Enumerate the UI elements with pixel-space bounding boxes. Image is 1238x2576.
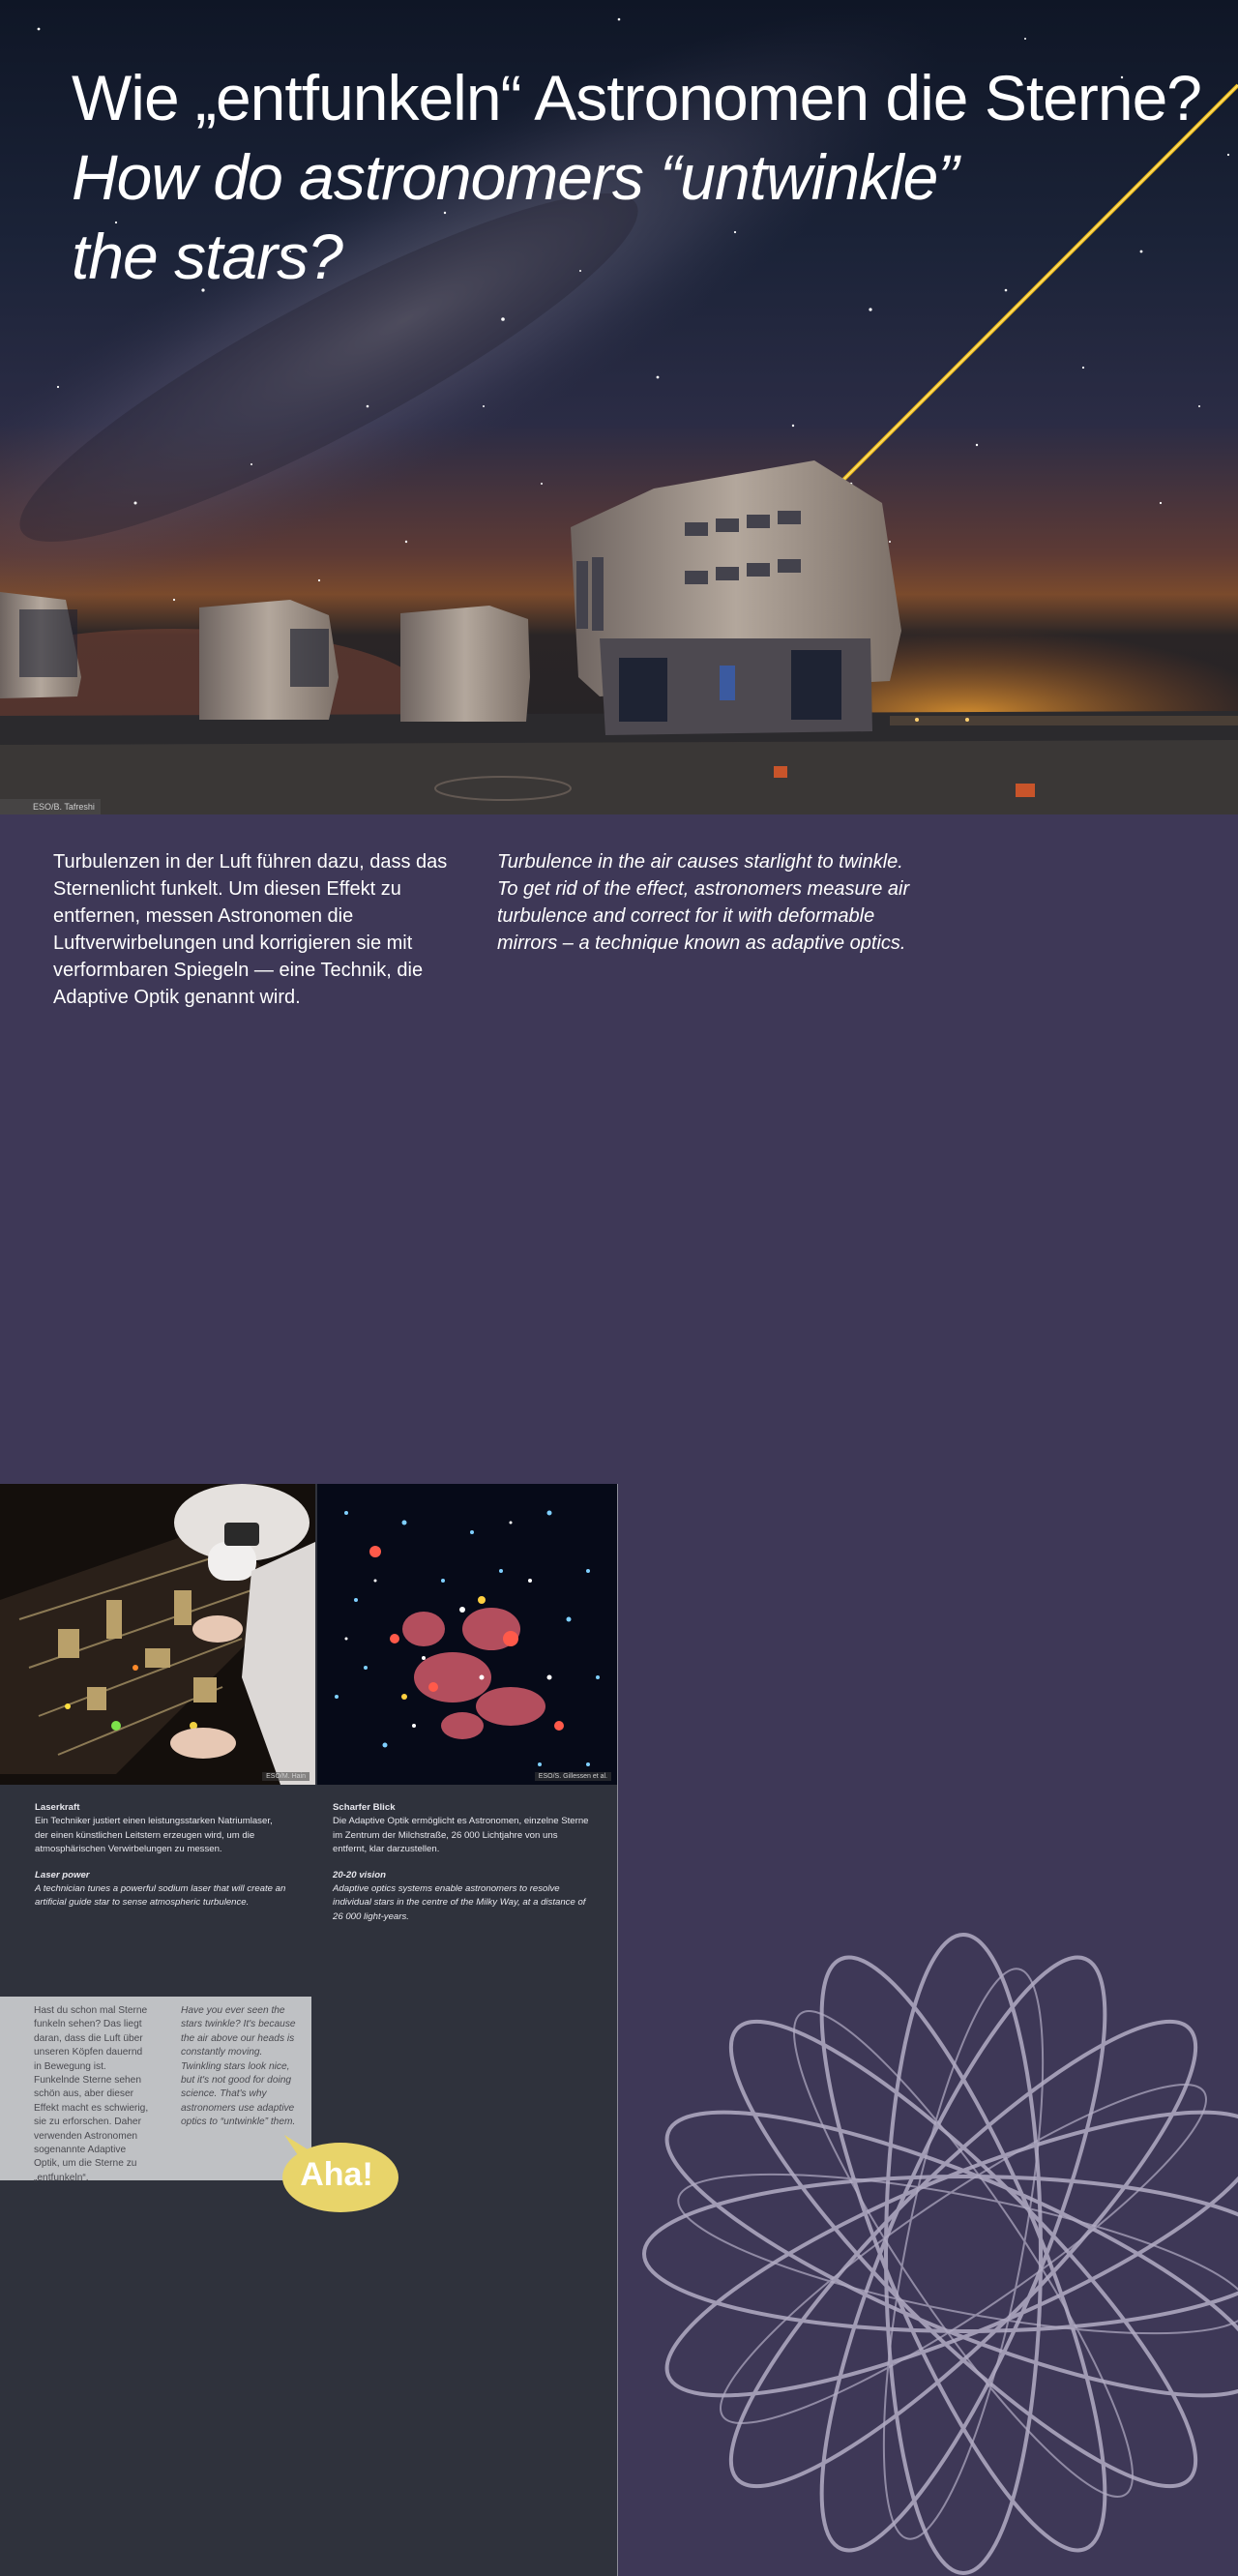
galactic-center-photo xyxy=(317,1484,617,1785)
hero-image-credit: ESO/B. Tafreshi xyxy=(0,799,101,814)
title-english-line2: the stars? xyxy=(72,221,342,292)
laser-lab-photo xyxy=(0,1484,315,1785)
stars-photo-credit: ESO/S. Gillessen et al. xyxy=(535,1772,611,1781)
caption-right-heading-de: Scharfer Blick xyxy=(333,1802,396,1813)
aha-text-german: Hast du schon mal Sterne funkeln sehen? Das liegt daran, dass die Luft über unseren Köpfen dauernd in Bewegung ist. Funkelnde Sterne sehen schön aus, aber dieser Effekt macht es schwierig, sie zu erforschen. Daher verwenden Astronomen sogenannte Adaptive Optik, um die Sterne zu „entfunkeln“. xyxy=(34,2005,149,2183)
caption-right-text-en: Adaptive optics systems enable astronomers to resolve individual stars in the centre of the Milky Way, at a distance of 26 000 light-years. xyxy=(333,1883,586,1922)
aha-fact-box xyxy=(0,1997,311,2183)
caption-right-text-de: Die Adaptive Optik ermöglicht es Astronomen, einzelne Sterne im Zentrum der Milchstraße, 26 000 Lichtjahre von uns entfernt, klar darzustellen. xyxy=(333,1816,589,1855)
intro-text-german: Turbulenzen in der Luft führen dazu, dass das Sternenlicht funkelt. Um diesen Effekt zu entfernen, messen Astronomen die Luftverwirbelungen und korrigieren sie mit verformbaren Spiegeln — eine Technik, die Adaptive Optik genannt wird. xyxy=(53,851,448,1008)
star-cluster-illustration xyxy=(317,1484,617,1785)
caption-left-heading-en: Laser power xyxy=(35,1869,90,1880)
decorative-spirograph xyxy=(576,1877,1238,2576)
caption-left-text-de: Ein Techniker justiert einen leistungsstarken Natriumlaser, der einen künstlichen Leitstern erzeugen wird, um die atmosphärischen Verwirbelungen zu messen. xyxy=(35,1816,273,1855)
aha-speech-bubble xyxy=(271,2135,402,2218)
caption-laser-power xyxy=(35,1801,286,1910)
laser-lab-illustration xyxy=(0,1484,315,1785)
title-english-line1: How do astronomers “untwinkle” xyxy=(72,141,958,213)
intro-text-english: Turbulence in the air causes starlight to twinkle. To get rid of the effect, astronomers measure air turbulence and correct for it with deformable mirrors – a technique known as adaptive optics. xyxy=(497,851,910,954)
aha-text-english: Have you ever seen the stars twinkle? It's because the air above our heads is constantly moving. Twinkling stars look nice, but it's not good for doing science. That's why astronomers use adaptive optics to “untwinkle” them. xyxy=(181,2005,296,2128)
caption-left-heading-de: Laserkraft xyxy=(35,1802,80,1813)
lab-photo-credit: ESO/M. Hain xyxy=(262,1772,310,1781)
caption-left-text-en: A technician tunes a powerful sodium laser that will create an artificial guide star to sense atmospheric turbulence. xyxy=(35,1883,286,1909)
title-german: Wie „entfunkeln“ Astronomen die Sterne? xyxy=(72,62,1201,133)
caption-right-heading-en: 20-20 vision xyxy=(333,1869,386,1880)
caption-sharp-view xyxy=(333,1801,594,1924)
page-title xyxy=(72,58,1213,296)
aha-bubble-label: Aha! xyxy=(300,2156,373,2193)
hero-image xyxy=(0,0,1238,814)
